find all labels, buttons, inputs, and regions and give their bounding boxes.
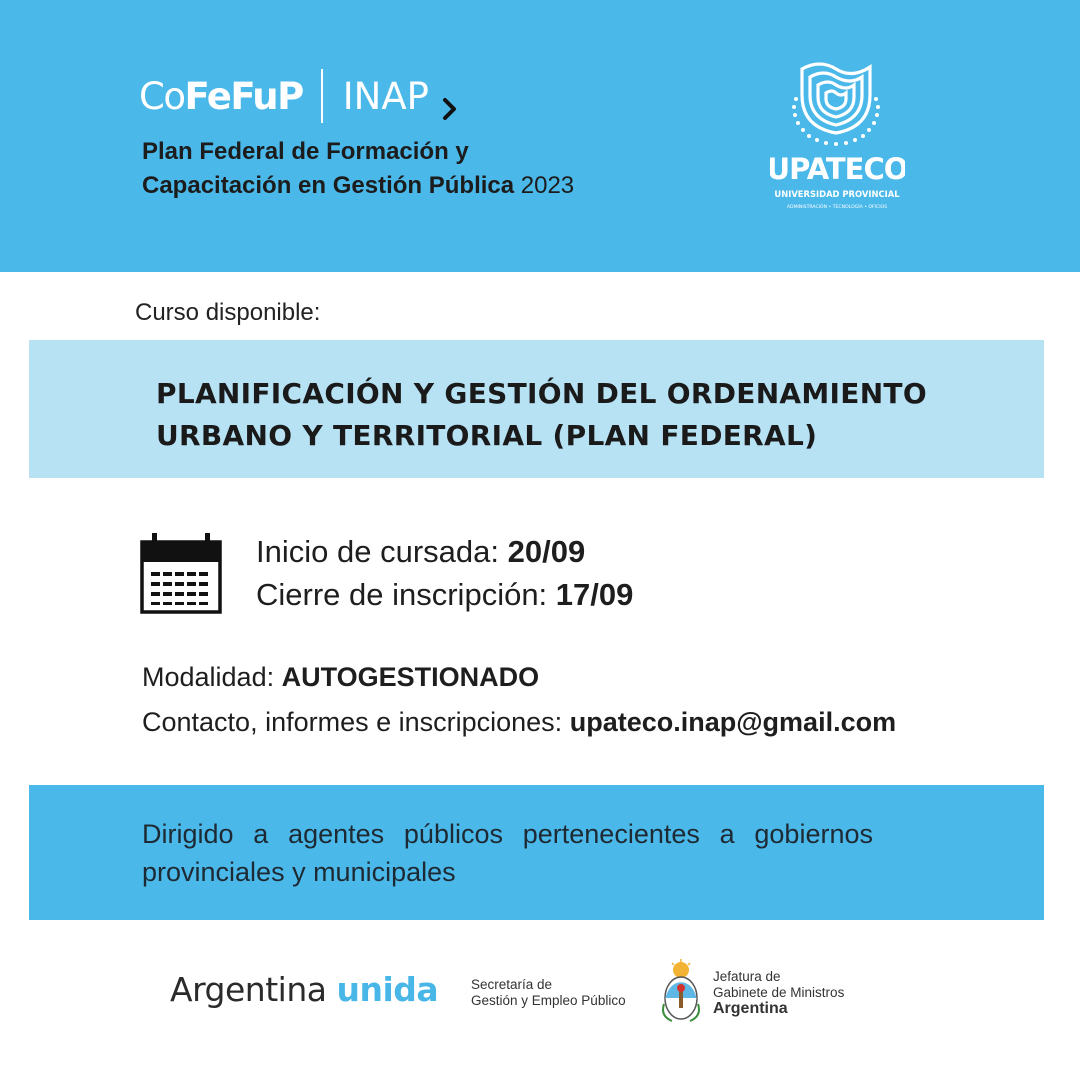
course-available-label: Curso disponible: bbox=[135, 299, 321, 326]
modality-value: AUTOGESTIONADO bbox=[281, 662, 540, 692]
cofefup-logo-text: CoFeFuP bbox=[139, 74, 303, 118]
calendar-icon bbox=[140, 532, 222, 614]
upateco-logo bbox=[770, 55, 905, 215]
course-title: PLANIFICACIÓN Y GESTIÓN DEL ORDENAMIENTO URBANO Y TERRITORIAL (PLAN FEDERAL) bbox=[156, 377, 927, 452]
upateco-logo-tagline: ADMINISTRACIÓN • TECNOLOGÍA • OFICIOS bbox=[786, 205, 888, 210]
start-date-value: 20/09 bbox=[507, 534, 586, 569]
upateco-logo-subtitle: UNIVERSIDAD PROVINCIAL bbox=[774, 189, 900, 199]
brand-divider bbox=[321, 69, 323, 123]
upateco-emblem-icon bbox=[770, 55, 905, 215]
target-audience-text: Dirigido a agentes públicos pertenecientes a gobiernos provinciales y municipales bbox=[142, 819, 873, 887]
modality-line: Modalidad: AUTOGESTIONADO bbox=[142, 662, 540, 692]
upateco-logo-wordmark: UPATECO bbox=[770, 152, 905, 186]
close-date-line: Cierre de inscripción: 17/09 bbox=[256, 577, 634, 612]
close-date-value: 17/09 bbox=[555, 577, 634, 612]
contact-email[interactable]: upateco.inap@gmail.com bbox=[569, 707, 897, 737]
argentina-unida-logo: Argentina unida bbox=[170, 970, 439, 1009]
plan-title: Plan Federal de Formación y Capacitación en Gestión Pública 2023 bbox=[142, 138, 575, 199]
chevron-right-icon bbox=[440, 96, 460, 122]
argentina-coat-of-arms-icon bbox=[660, 958, 702, 1024]
contact-line: Contacto, informes e inscripciones: upateco.inap@gmail.com bbox=[142, 707, 897, 737]
cofefup-inap-brand bbox=[139, 68, 429, 124]
inap-logo-text: INAP bbox=[342, 74, 429, 118]
jefatura-logo-text: Jefatura de Gabinete de Ministros Argentina bbox=[713, 969, 845, 1017]
start-date-line: Inicio de cursada: 20/09 bbox=[256, 534, 586, 569]
secretaria-logo-text: Secretaría de Gestión y Empleo Público bbox=[471, 977, 626, 1008]
course-dates bbox=[256, 530, 633, 616]
